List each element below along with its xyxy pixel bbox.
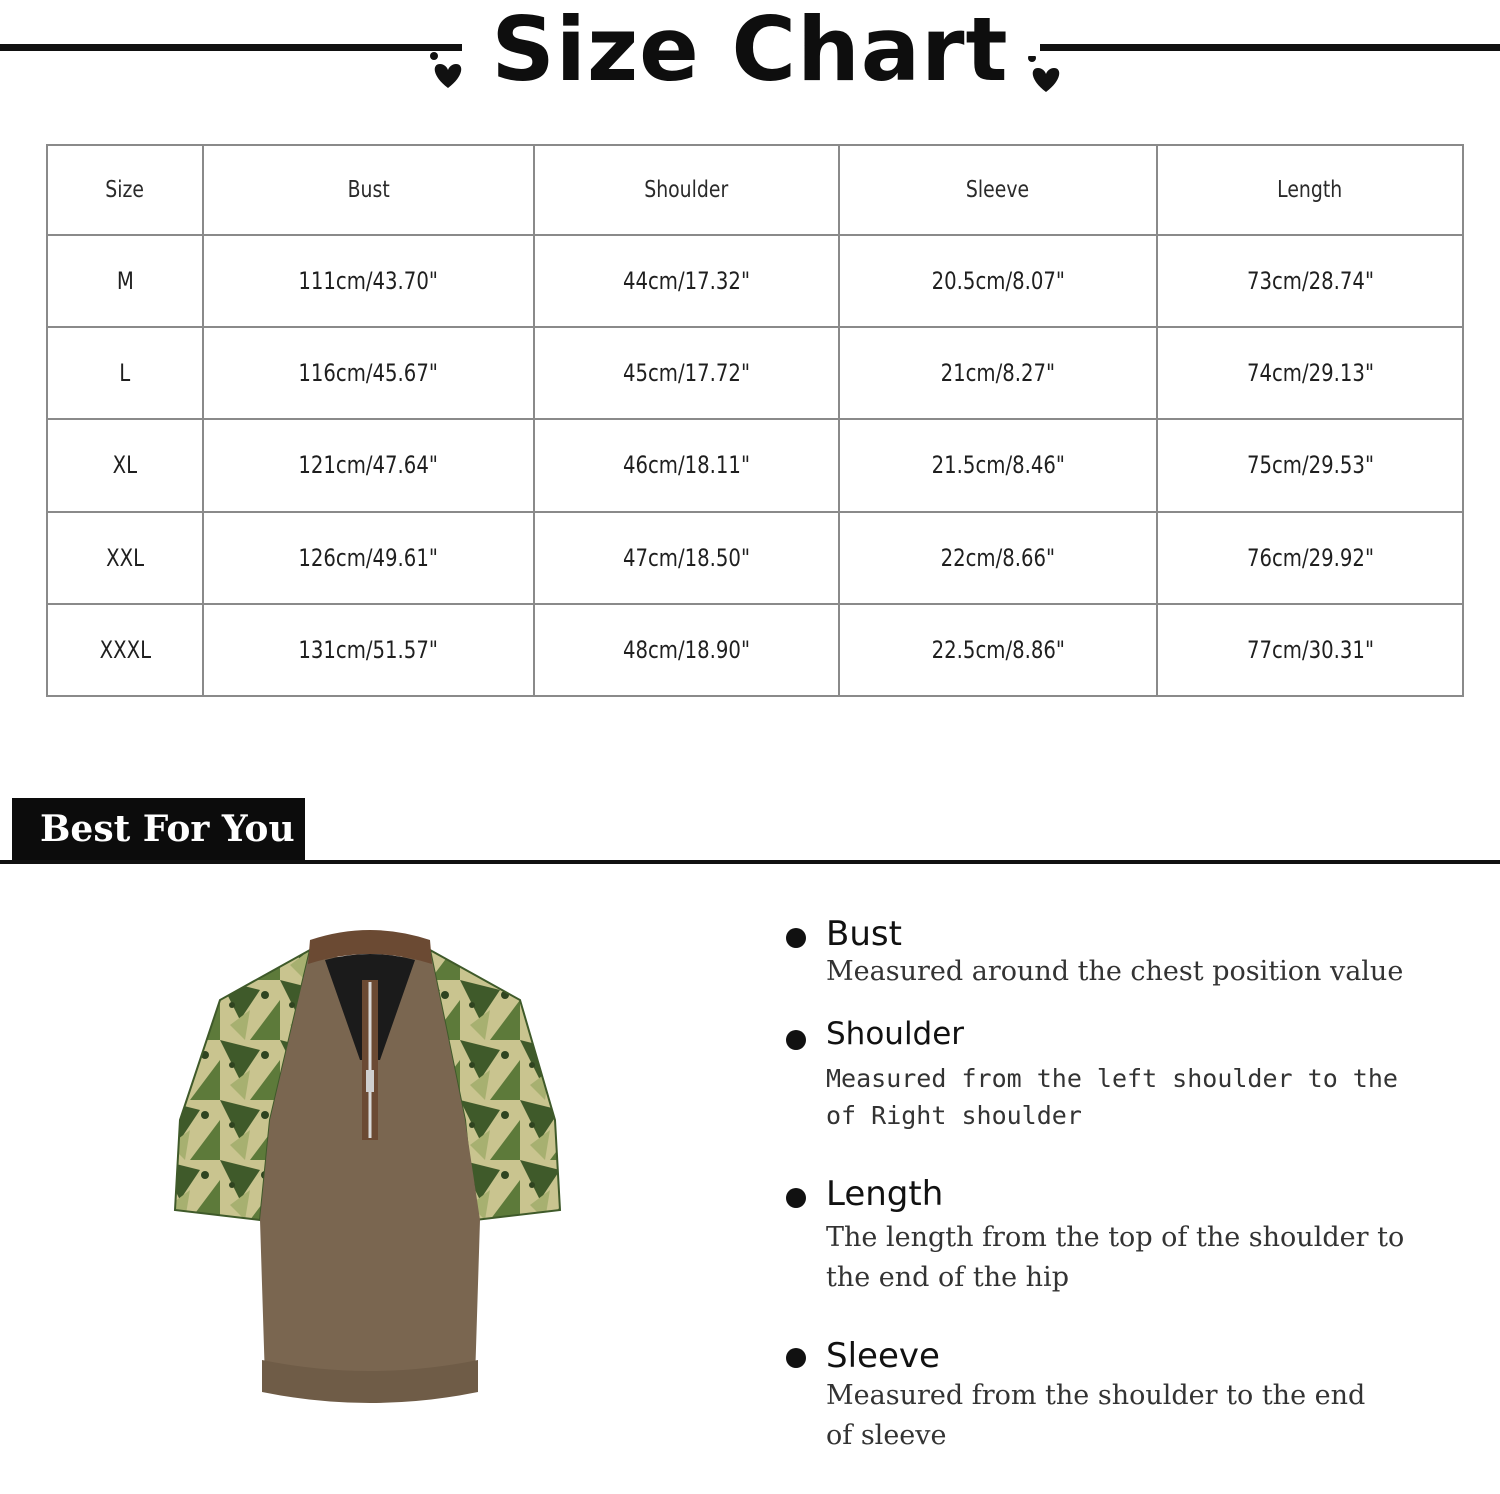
desc-length: [786, 1174, 1426, 1304]
table-cell: XXL: [47, 512, 203, 604]
desc-text-line: Measured from the left shoulder to the: [826, 1064, 1398, 1093]
desc-text-line: of sleeve: [826, 1420, 947, 1451]
size-chart-header: [0, 0, 1500, 110]
bullet-icon: [786, 928, 806, 948]
desc-text-line: of Right shoulder: [826, 1101, 1082, 1130]
table-cell: 22.5cm/8.86": [839, 604, 1157, 696]
table-cell: 48cm/18.90": [534, 604, 839, 696]
table-cell: 111cm/43.70": [203, 235, 534, 327]
table-cell: 126cm/49.61": [203, 512, 534, 604]
best-for-you-banner: [12, 798, 305, 862]
table-row: [47, 419, 1463, 511]
table-cell: 73cm/28.74": [1157, 235, 1463, 327]
desc-text-line: the end of the hip: [826, 1262, 1069, 1293]
table-cell: 21cm/8.27": [839, 327, 1157, 419]
table-cell: 76cm/29.92": [1157, 512, 1463, 604]
table-row: [47, 512, 1463, 604]
table-cell: L: [47, 327, 203, 419]
table-cell: 131cm/51.57": [203, 604, 534, 696]
header-rule-right: [1040, 44, 1500, 51]
table-cell: 20.5cm/8.07": [839, 235, 1157, 327]
table-cell: 75cm/29.53": [1157, 419, 1463, 511]
banner-rule: [0, 860, 1500, 864]
table-cell: 121cm/47.64": [203, 419, 534, 511]
table-cell: 21.5cm/8.46": [839, 419, 1157, 511]
column-header: Size: [47, 145, 203, 235]
heart-icon: [428, 52, 468, 92]
column-header: Bust: [203, 145, 534, 235]
desc-title: Length: [826, 1174, 944, 1214]
table-cell: 44cm/17.32": [534, 235, 839, 327]
desc-text-line: Measured from the shoulder to the end: [826, 1380, 1366, 1411]
column-header: Sleeve: [839, 145, 1157, 235]
desc-shoulder: [786, 1016, 1426, 1136]
bullet-icon: [786, 1348, 806, 1368]
table-cell: 46cm/18.11": [534, 419, 839, 511]
table-cell: 45cm/17.72": [534, 327, 839, 419]
desc-title: Bust: [826, 914, 902, 954]
desc-title: Shoulder: [826, 1016, 965, 1052]
heart-icon: [1026, 56, 1066, 96]
bullet-icon: [786, 1188, 806, 1208]
bullet-icon: [786, 1030, 806, 1050]
desc-sleeve: [786, 1336, 1426, 1466]
desc-bust: [786, 914, 1426, 994]
desc-text-line: The length from the top of the shoulder to: [826, 1222, 1405, 1253]
table-row: [47, 235, 1463, 327]
page-title: Size Chart: [491, 0, 1009, 101]
size-table: [46, 144, 1464, 697]
table-header-row: [47, 145, 1463, 235]
shirt-illustration: [160, 920, 580, 1410]
desc-text: Measured around the chest position value: [826, 956, 1404, 987]
table-cell: XL: [47, 419, 203, 511]
header-rule-left: [0, 44, 462, 51]
table-cell: 77cm/30.31": [1157, 604, 1463, 696]
column-header: Length: [1157, 145, 1463, 235]
table-cell: M: [47, 235, 203, 327]
table-cell: 22cm/8.66": [839, 512, 1157, 604]
table-cell: XXXL: [47, 604, 203, 696]
banner-label: Best For You: [40, 808, 295, 850]
table-row: [47, 327, 1463, 419]
table-cell: 47cm/18.50": [534, 512, 839, 604]
table-cell: 74cm/29.13": [1157, 327, 1463, 419]
desc-title: Sleeve: [826, 1336, 940, 1376]
column-header: Shoulder: [534, 145, 839, 235]
table-row: [47, 604, 1463, 696]
table-cell: 116cm/45.67": [203, 327, 534, 419]
